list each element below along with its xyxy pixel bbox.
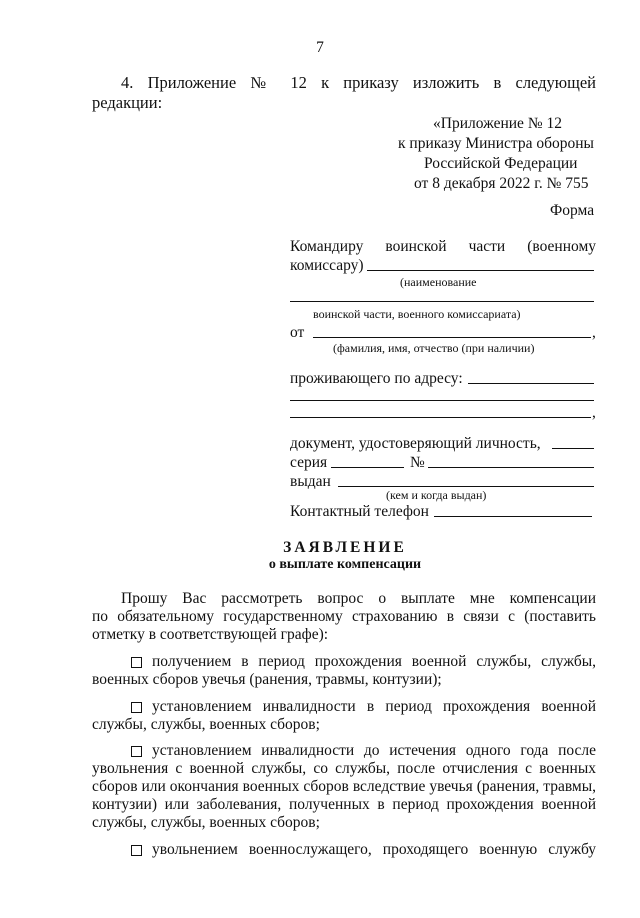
option-3: [131, 741, 596, 761]
page-number: 7: [316, 39, 324, 56]
phone-label: Контактный телефон: [290, 503, 429, 520]
unit-name-field-2[interactable]: [290, 301, 594, 302]
statement-subtitle: о выплате компенсации: [268, 557, 422, 572]
form-label: Форма: [550, 202, 595, 219]
hint-naming: (наименование: [400, 275, 477, 289]
appendix-header: [390, 114, 600, 194]
unit-name-field[interactable]: [367, 270, 594, 271]
appendix-header-line3: Российской Федерации: [424, 155, 578, 172]
address-field-2[interactable]: [290, 400, 594, 401]
option-3-line4: контузии) или заболевания, полученных в период прохождения военной: [92, 796, 596, 813]
option-3-line5: службы, службы, военных сборов;: [92, 814, 320, 831]
option-3-line3: сборов или окончания военных сборов вследствие увечья (ранения, травмы,: [92, 778, 596, 795]
residing-label: проживающего по адресу:: [290, 370, 463, 387]
phone-field[interactable]: [434, 516, 592, 517]
series-label: серия: [290, 454, 328, 471]
intro-line2: по обязательному государственному страхованию в связи с (поставить: [92, 608, 596, 625]
address-field-1[interactable]: [468, 383, 594, 384]
issued-field[interactable]: [338, 486, 594, 487]
option-1-checkbox[interactable]: [131, 657, 142, 668]
option-1: [131, 652, 596, 672]
appendix-header-line2: к приказу Министра обороны: [398, 135, 594, 152]
option-4: [131, 840, 596, 860]
fio-field[interactable]: [313, 337, 591, 338]
intro-line3: отметку в соответствующей графе):: [92, 626, 329, 643]
hint-unit: воинской части, военного комиссариата): [313, 307, 521, 321]
hint-fio: (фамилия, имя, отчество (при наличии): [333, 341, 535, 355]
option-2: [131, 697, 596, 717]
from-label: от: [290, 324, 305, 341]
option-1-line2: военных сборов увечья (ранения, травмы, контузии);: [92, 671, 442, 688]
series-field[interactable]: [331, 467, 404, 468]
number-field[interactable]: [428, 467, 594, 468]
commissar-label: комиссару): [290, 257, 364, 274]
item4-line2: редакции:: [92, 93, 163, 112]
hint-issued: (кем и когда выдан): [386, 488, 487, 502]
document-label: документ, удостоверяющий личность,: [290, 435, 541, 452]
number-sign: №: [410, 454, 425, 471]
appendix-header-line4: от 8 декабря 2022 г. № 755: [414, 175, 589, 192]
document-field[interactable]: [552, 448, 594, 449]
address-comma: ,: [592, 404, 596, 421]
item4-line1: 4. Приложение № 12 к приказу изложить в следующей: [121, 73, 596, 92]
option-3-line1: установлением инвалидности до истечения одного года после: [152, 742, 596, 759]
option-3-line2: увольнения с военной службы, со службы, после отчисления с военных: [92, 760, 596, 777]
option-2-line1: установлением инвалидности в период прохождения военной: [152, 698, 596, 715]
option-2-line2: службы, службы, военных сборов;: [92, 716, 320, 733]
appendix-header-line1: «Приложение № 12: [433, 115, 562, 132]
option-3-checkbox[interactable]: [131, 746, 142, 757]
statement-title: ЗАЯВЛЕНИЕ: [283, 539, 407, 556]
issued-label: выдан: [290, 473, 331, 490]
option-4-checkbox[interactable]: [131, 845, 142, 856]
option-4-line1: увольнением военнослужащего, проходящего военную службу: [152, 841, 596, 858]
commander-line: Командиру воинской части (военному: [290, 238, 596, 255]
fio-comma: ,: [592, 324, 596, 341]
address-field-3[interactable]: [290, 417, 591, 418]
option-2-checkbox[interactable]: [131, 702, 142, 713]
option-1-line1: получением в период прохождения военной службы, службы,: [152, 653, 596, 670]
intro-line1: Прошу Вас рассмотреть вопрос о выплате мне компенсации: [121, 590, 596, 607]
